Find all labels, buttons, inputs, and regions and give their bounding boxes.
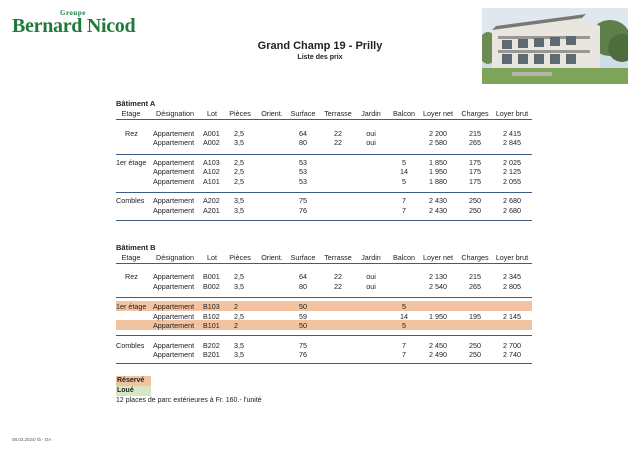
cell-pieces: 2,5 [234,158,244,167]
cell-loyer-brut: 2 740 [503,350,521,359]
cell-pieces: 3,5 [234,350,244,359]
cell-loyer-net: 1 850 [429,158,447,167]
cell-pieces: 3,5 [234,282,244,291]
document-title: Grand Champ 19 - Prilly [257,40,383,52]
cell-designation: Appartement [153,167,195,176]
document-subtitle: Liste des prix [297,54,343,61]
cell-pieces: 2,5 [234,167,244,176]
cell-terrasse: 22 [334,129,342,138]
column-header-designation: Désignation [156,109,194,118]
cell-charges: 250 [469,350,481,359]
cell-balcon: 7 [402,206,406,215]
cell-loyer-net: 2 540 [429,282,447,291]
cell-charges: 215 [469,272,481,281]
cell-designation: Appartement [153,272,195,281]
cell-balcon: 5 [402,177,406,186]
cell-surface: 80 [299,282,307,291]
building-a-etage-rule [116,192,532,193]
column-header-etage: Etage [121,253,141,262]
building-a-rez-rule [116,154,532,155]
cell-charges: 250 [469,206,481,215]
cell-loyer-brut: 2 345 [503,272,521,281]
column-header-balcon: Balcon [393,253,415,262]
cell-surface: 76 [299,350,307,359]
cell-charges: 175 [469,177,481,186]
cell-pieces: 3,5 [234,341,244,350]
cell-pieces: 3,5 [234,196,244,205]
cell-jardin: oui [366,282,376,291]
building-a-header-rule [116,119,532,120]
cell-loyer-net: 2 580 [429,138,447,147]
column-header-pieces: Pièces [229,109,251,118]
cell-surface: 53 [299,158,307,167]
cell-charges: 195 [469,312,481,321]
cell-charges: 250 [469,196,481,205]
cell-designation: Appartement [153,138,195,147]
cell-balcon: 7 [402,350,406,359]
cell-lot: B101 [203,321,220,330]
cell-jardin: oui [366,272,376,281]
column-header-designation: Désignation [156,253,194,262]
cell-loyer-net: 1 950 [429,167,447,176]
cell-charges: 265 [469,282,481,291]
cell-charges: 175 [469,167,481,176]
column-header-jardin: Jardin [361,253,381,262]
cell-designation: Appartement [153,196,195,205]
cell-loyer-net: 1 950 [429,312,447,321]
cell-loyer-net: 1 880 [429,177,447,186]
cell-balcon: 5 [402,321,406,330]
cell-loyer-net: 2 490 [429,350,447,359]
cell-loyer-brut: 2 805 [503,282,521,291]
cell-jardin: oui [366,138,376,147]
cell-loyer-net: 2 200 [429,129,447,138]
cell-balcon: 7 [402,196,406,205]
cell-loyer-net: 2 130 [429,272,447,281]
building-b-rez-rule [116,297,532,298]
cell-terrasse: 22 [334,282,342,291]
cell-lot: B001 [203,272,220,281]
cell-lot: B102 [203,312,220,321]
cell-pieces: 2,5 [234,129,244,138]
cell-surface: 50 [299,321,307,330]
cell-pieces: 3,5 [234,138,244,147]
column-header-loyer-brut: Loyer brut [495,253,529,262]
parking-note: 12 places de parc extérieures à Fr. 160.- l'unité [116,397,262,404]
cell-charges: 250 [469,341,481,350]
cell-lot: B103 [203,302,220,311]
building-b-header-rule [116,263,532,264]
cell-charges: 265 [469,138,481,147]
cell-balcon: 5 [402,302,406,311]
cell-etage: 1er étage [116,158,147,167]
cell-surface: 59 [299,312,307,321]
building-b-end-rule [116,363,532,364]
cell-terrasse: 22 [334,138,342,147]
logo-groupe-text: Groupe [60,9,86,17]
building-b-etage-rule [116,335,532,336]
cell-surface: 75 [299,341,307,350]
cell-lot: A102 [203,167,220,176]
cell-designation: Appartement [153,129,195,138]
cell-charges: 175 [469,158,481,167]
cell-loyer-net: 2 430 [429,196,447,205]
cell-pieces: 2,5 [234,312,244,321]
cell-surface: 80 [299,138,307,147]
cell-designation: Appartement [153,350,195,359]
cell-surface: 50 [299,302,307,311]
cell-surface: 64 [299,129,307,138]
cell-loyer-brut: 2 125 [503,167,521,176]
cell-lot: A103 [203,158,220,167]
cell-designation: Appartement [153,341,195,350]
cell-loyer-brut: 2 145 [503,312,521,321]
legend-loue: Loué [116,386,151,396]
cell-designation: Appartement [153,302,195,311]
column-header-terrasse: Terrasse [324,109,352,118]
cell-lot: A101 [203,177,220,186]
column-header-orient: Orient. [261,109,283,118]
column-header-surface: Surface [290,253,316,262]
cell-balcon: 14 [400,167,408,176]
cell-pieces: 3,5 [234,206,244,215]
cell-loyer-brut: 2 025 [503,158,521,167]
column-header-orient: Orient. [261,253,283,262]
cell-lot: B201 [203,350,220,359]
cell-surface: 64 [299,272,307,281]
cell-lot: A201 [203,206,220,215]
cell-designation: Appartement [153,206,195,215]
building-a-title: Bâtiment A [116,99,156,108]
column-header-loyer-net: Loyer net [423,253,453,262]
cell-terrasse: 22 [334,272,342,281]
cell-designation: Appartement [153,282,195,291]
cell-loyer-brut: 2 415 [503,129,521,138]
column-header-balcon: Balcon [393,109,415,118]
cell-loyer-brut: 2 700 [503,341,521,350]
cell-designation: Appartement [153,158,195,167]
cell-balcon: 14 [400,312,408,321]
cell-pieces: 2 [234,302,238,311]
cell-etage: 1er étage [116,302,147,311]
cell-surface: 76 [299,206,307,215]
building-b-title: Bâtiment B [116,243,156,252]
cell-etage: Rez [125,272,138,281]
building-a-end-rule [116,220,532,221]
footer-reference: 08.03.2024/ rb - DA [12,437,52,442]
cell-loyer-net: 2 450 [429,341,447,350]
cell-etage: Rez [125,129,138,138]
column-header-etage: Etage [121,109,141,118]
column-header-terrasse: Terrasse [324,253,352,262]
column-header-jardin: Jardin [361,109,381,118]
cell-surface: 53 [299,167,307,176]
cell-designation: Appartement [153,321,195,330]
logo-brand-name: Bernard Nicod [12,15,136,37]
column-header-loyer-net: Loyer net [423,109,453,118]
cell-lot: A001 [203,129,220,138]
cell-balcon: 5 [402,158,406,167]
column-header-lot: Lot [207,253,217,262]
cell-lot: B002 [203,282,220,291]
cell-lot: B202 [203,341,220,350]
column-header-pieces: Pièces [229,253,251,262]
column-header-charges: Charges [461,253,489,262]
cell-charges: 215 [469,129,481,138]
column-header-lot: Lot [207,109,217,118]
column-header-loyer-brut: Loyer brut [495,109,529,118]
cell-designation: Appartement [153,177,195,186]
column-header-surface: Surface [290,109,316,118]
cell-surface: 53 [299,177,307,186]
cell-loyer-brut: 2 845 [503,138,521,147]
cell-loyer-net: 2 430 [429,206,447,215]
cell-lot: A002 [203,138,220,147]
cell-jardin: oui [366,129,376,138]
cell-etage: Combles [116,196,145,205]
legend-reserve: Réservé [116,376,151,386]
cell-balcon: 7 [402,341,406,350]
cell-pieces: 2 [234,321,238,330]
cell-loyer-brut: 2 680 [503,206,521,215]
cell-pieces: 2,5 [234,177,244,186]
cell-pieces: 2,5 [234,272,244,281]
cell-etage: Combles [116,341,145,350]
cell-designation: Appartement [153,312,195,321]
column-header-charges: Charges [461,109,489,118]
cell-lot: A202 [203,196,220,205]
cell-surface: 75 [299,196,307,205]
cell-loyer-brut: 2 680 [503,196,521,205]
cell-loyer-brut: 2 055 [503,177,521,186]
